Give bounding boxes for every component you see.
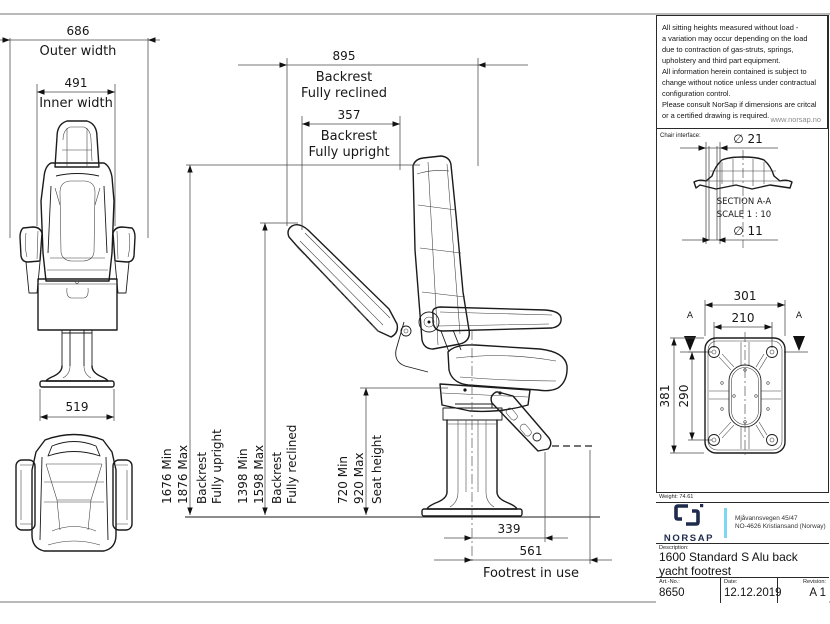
dim-h2-min: 1398 Min [236,448,250,504]
date-label: Date: [724,579,738,585]
note-line: change without notice unless under contractual [662,78,817,87]
note-line: or a certified drawing is required. [662,111,770,120]
date-cell [721,578,782,603]
dim-reclined-depth-label1: Backrest [315,70,373,85]
logo-row [656,502,829,543]
website-text: www.norsap.no [770,115,821,124]
note-line: upholstery and third part equipment. [662,56,781,65]
dim-h2-max: 1598 Max [252,444,266,504]
dim-inner-width-label: Inner width [39,96,113,111]
note-line: All sitting heights measured without load - [662,23,799,32]
dim-h1-min: 1676 Min [160,448,174,504]
dim-footrest-label: Footrest in use [482,566,580,581]
revision-value: A 1 [809,587,826,599]
dim-heights [160,165,600,517]
dim-h1-max: 1876 Max [176,444,190,504]
dim-plate-bolt-width: 210 [731,311,755,325]
artno-value: 8650 [659,587,685,599]
dim-h1-label2: Fully upright [210,429,224,504]
dim-base-width-value: 519 [65,400,89,414]
note-line: configuration control. [662,89,731,98]
top-view [16,435,132,552]
address-line2: NO-4626 Kristiansand (Norway) [735,523,826,530]
norsap-logo-icon [672,503,706,527]
description-box [656,543,829,577]
chair-interface-label: Chair interface: [660,133,701,139]
dim-dia-inner: ∅ 11 [733,224,763,238]
section-marker-right: A [795,311,803,321]
dim-reclined-depth-value: 895 [332,49,356,63]
dim-plate-bolt-height: 290 [677,384,691,408]
dim-outer-width-label: Outer width [39,44,117,59]
logo-divider [724,508,727,538]
artno-label: Art.-No.: [659,579,680,585]
dim-h2-label2: Fully reclined [285,424,299,504]
scale-label: SCALE 1 : 10 [716,210,772,220]
address-line1: Mjåvannsvegen 45/47 [735,514,798,522]
description-label: Description: [659,545,689,551]
dim-seat-max: 920 Max [352,452,366,504]
dim-upright-depth-value: 357 [337,108,361,122]
section-label: SECTION A-A [716,197,772,207]
title-block-bottom-row [656,577,829,603]
dim-reclined-depth-label2: Fully reclined [301,86,387,101]
revision-label: Revision: [802,579,826,585]
revision-cell [778,578,829,603]
note-line: Please consult NorSap if dimensions are critcal [662,100,817,109]
dim-plate-outer-height: 381 [658,384,672,408]
artno-cell [656,578,721,603]
description-line2: yacht footrest [659,563,732,578]
notes-box [656,15,828,129]
description-line1: 1600 Standard S Alu back [659,550,798,564]
company-address [735,515,826,532]
dim-dia-outer: ∅ 21 [733,132,763,146]
dim-h1-label1: Backrest [195,451,209,504]
section-marker-left: A [686,311,694,321]
front-view [0,24,160,421]
note-line: due to contraction of gas-struts, springs, [662,45,794,54]
dim-footrest-depth-value: 561 [519,544,543,558]
dim-seat-min: 720 Min [336,455,350,504]
dim-plate-outer-width: 301 [733,289,757,303]
date-value: 12.12.2019 [724,587,782,599]
dim-upright-depth-label1: Backrest [320,129,378,144]
dim-h2-label1: Backrest [270,451,284,504]
base-plate-view [658,289,808,458]
dim-seat-label: Seat height [370,434,384,504]
note-line: All information herein contained is subject to [662,67,807,76]
brand-name: NORSAP [663,532,715,544]
dim-backrest-depths [238,49,528,230]
note-line: a variation may occur depending on the load [662,34,808,43]
dim-footrest-offset-value: 339 [497,522,521,536]
side-view [288,156,594,562]
section-detail [660,132,792,248]
norsap-logo [656,503,722,544]
dim-upright-depth-label2: Fully upright [308,145,390,160]
weight-row [656,492,829,502]
dim-outer-width-value: 686 [66,24,90,38]
dim-inner-width-value: 491 [64,76,88,90]
weight-label: Weight: 74.61 [659,494,694,500]
